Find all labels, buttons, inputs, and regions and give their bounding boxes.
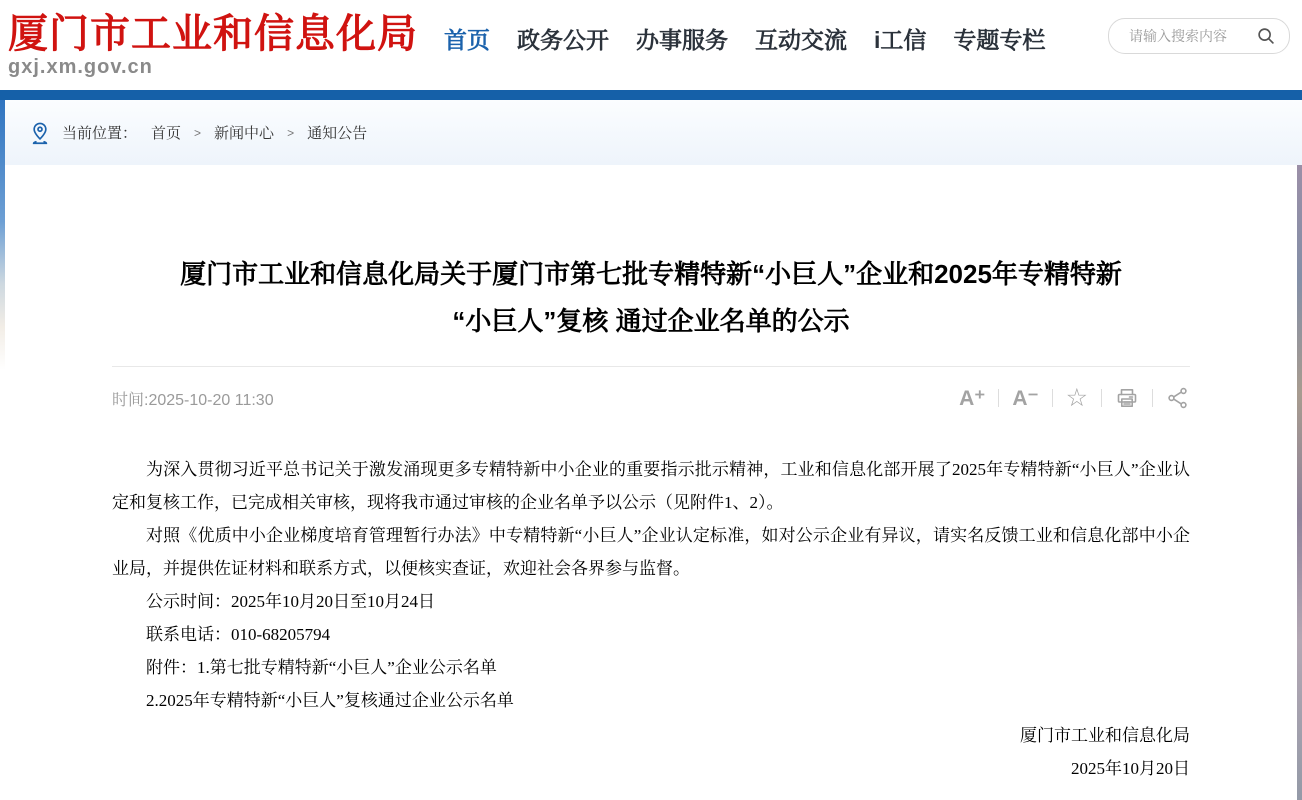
article-title-line2: “小巨人”复核 通过企业名单的公示 xyxy=(452,306,850,336)
article-title xyxy=(112,251,1190,345)
breadcrumb-item-notices[interactable]: 通知公告 xyxy=(307,125,368,142)
nav-item-interaction[interactable]: 互动交流 xyxy=(755,26,847,53)
article-signature xyxy=(112,719,1190,785)
site-logo-title[interactable]: 厦门市工业和信息化局 xyxy=(8,10,418,56)
nav-item-special-topics[interactable]: 专题专栏 xyxy=(953,26,1046,53)
breadcrumb-prefix: 当前位置： xyxy=(62,125,138,142)
toolbar-separator xyxy=(1052,389,1053,407)
publish-time: 时间:2025-10-20 11:30 xyxy=(112,391,274,409)
right-edge-artifact xyxy=(1297,165,1302,800)
share-icon[interactable] xyxy=(1166,386,1190,410)
toolbar-separator xyxy=(1101,389,1102,407)
publicity-period-line: 公示时间：2025年10月20日至10月24日 xyxy=(146,592,435,611)
location-pin-icon xyxy=(30,121,50,145)
site-domain: gxj.xm.gov.cn xyxy=(8,55,153,78)
breadcrumb-separator: > xyxy=(287,125,295,140)
toolbar-separator xyxy=(1152,389,1153,407)
header-divider-bar xyxy=(0,90,1302,100)
title-divider xyxy=(112,366,1190,367)
main-content xyxy=(0,251,1302,785)
printer-icon[interactable] xyxy=(1115,386,1139,410)
breadcrumb-item-home[interactable]: 首页 xyxy=(151,125,182,142)
nav-item-igongxin[interactable]: i工信 xyxy=(874,26,927,53)
site-header xyxy=(0,0,1302,90)
font-increase-button[interactable]: A⁺ xyxy=(959,386,986,410)
left-edge-artifact xyxy=(0,100,5,370)
breadcrumb-item-news-center[interactable]: 新闻中心 xyxy=(214,125,275,142)
search-icon[interactable] xyxy=(1255,25,1277,47)
article-toolbar xyxy=(959,383,1190,412)
article-title-line1: 厦门市工业和信息化局关于厦门市第七批专精特新“小巨人”企业和2025年专精特新 xyxy=(180,259,1122,289)
main-nav xyxy=(444,22,1045,55)
article xyxy=(112,251,1190,785)
breadcrumb-separator: > xyxy=(194,125,202,140)
signature-org: 厦门市工业和信息化局 xyxy=(1020,726,1190,745)
article-meta-row xyxy=(112,383,1190,413)
article-body xyxy=(112,453,1190,717)
article-paragraph: 对照《优质中小企业梯度培育管理暂行办法》中专精特新“小巨人”企业认定标准，如对公示企业有异议，请实名反馈工业和信息化部中小企业局，并提供佐证材料和联系方式，以便核实查证，欢迎社会各界参与监督。 xyxy=(112,526,1190,578)
attachment-line-2: 2.2025年专精特新“小巨人”复核通过企业公示名单 xyxy=(146,691,514,710)
search-input[interactable] xyxy=(1127,27,1249,45)
contact-phone-line: 联系电话：010-68205794 xyxy=(146,625,331,644)
breadcrumb xyxy=(0,100,1302,165)
nav-item-home[interactable]: 首页 xyxy=(444,26,490,53)
attachment-line-1: 附件：1.第七批专精特新“小巨人”企业公示名单 xyxy=(146,658,497,677)
toolbar-separator xyxy=(998,389,999,407)
nav-item-services[interactable]: 办事服务 xyxy=(636,26,728,53)
nav-item-gov-info[interactable]: 政务公开 xyxy=(517,26,609,53)
article-paragraph: 为深入贯彻习近平总书记关于激发涌现更多专精特新中小企业的重要指示批示精神，工业和信息化部开展了2025年专精特新“小巨人”企业认定和复核工作，已完成相关审核，现将我市通过审核的企业名单予以公示（见附件1、2）。 xyxy=(112,460,1190,512)
site-logo[interactable] xyxy=(8,12,418,79)
signature-date: 2025年10月20日 xyxy=(1071,759,1190,778)
favorite-star-icon[interactable]: ☆ xyxy=(1065,383,1088,412)
font-decrease-button[interactable]: A⁻ xyxy=(1012,386,1039,410)
search-box[interactable] xyxy=(1108,18,1290,54)
